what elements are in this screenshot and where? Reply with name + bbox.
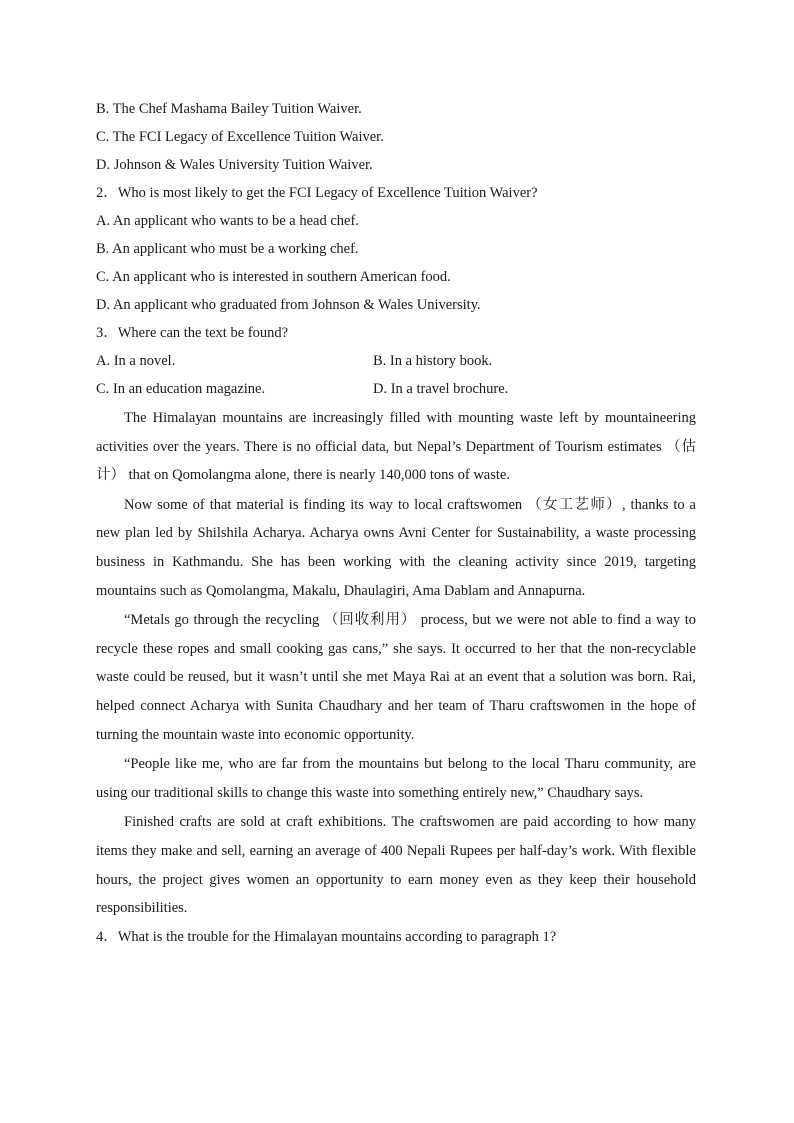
- q3-option-d: D. In a travel brochure.: [373, 381, 509, 397]
- q1-option-b: B. The Chef Mashama Bailey Tuition Waiver.: [96, 101, 362, 117]
- q3-option-a: A. In a novel.: [96, 353, 176, 369]
- passage-paragraph-2: Now some of that material is finding its way to local craftswomen （女工艺师）, thanks to a new plan led by Shilshila Acharya. Acharya owns Avni Center for Sustainability, a waste processing business in Kathmandu. She has been working with the cleaning activity since 2019, targeting mountains such as Qomolangma, Makalu, Dhaulagiri, Ama Dablam and Annapurna.: [96, 496, 696, 599]
- q3-question: 3．Where can the text be found?: [96, 325, 289, 341]
- passage-paragraph-3: “Metals go through the recycling （回收利用） process, but we were not able to find a way to recycle these ropes and small cooking gas cans,” she says. It occurred to her that the non-recyclable waste could be reused, but it wasn’t until she met Maya Rai at an event that a solution was born. Rai, helped connect Acharya with Sunita Chaudhary and her team of Tharu craftswomen in the hope of turning the mountain waste into economic opportunity.: [96, 612, 696, 743]
- q3-options-row-2: [96, 375, 696, 403]
- exam-content: [96, 95, 696, 951]
- passage-paragraph-1: The Himalayan mountains are increasingly filled with mounting waste left by mountaineering activities over the years. There is no official data, but Nepal’s Department of Tourism estimates （估计） that on Qomolangma alone, there is nearly 140,000 tons of waste.: [96, 410, 696, 484]
- q2-option-d: D. An applicant who graduated from Johnson & Wales University.: [96, 297, 481, 313]
- q2-option-b: B. An applicant who must be a working chef.: [96, 241, 359, 257]
- q1-option-c: C. The FCI Legacy of Excellence Tuition Waiver.: [96, 129, 384, 145]
- q1-option-d: D. Johnson & Wales University Tuition Waiver.: [96, 157, 373, 173]
- q2-option-c: C. An applicant who is interested in southern American food.: [96, 269, 451, 285]
- passage-paragraph-5: Finished crafts are sold at craft exhibitions. The craftswomen are paid according to how many items they make and sell, earning an average of 400 Nepali Rupees per half-day’s work. With flexible hours, the project gives women an opportunity to earn money even as they keep their household responsibilities.: [96, 814, 696, 917]
- q3-options-row-1: [96, 347, 696, 375]
- q4-question: 4．What is the trouble for the Himalayan mountains according to paragraph 1?: [96, 928, 557, 945]
- q2-question: 2．Who is most likely to get the FCI Legacy of Excellence Tuition Waiver?: [96, 185, 538, 201]
- q3-option-b: B. In a history book.: [373, 353, 493, 369]
- q2-option-a: A. An applicant who wants to be a head chef.: [96, 213, 359, 229]
- passage-paragraph-4: “People like me, who are far from the mountains but belong to the local Tharu community, are using our traditional skills to change this waste into something entirely new,” Chaudhary says.: [96, 756, 696, 801]
- q3-option-c: C. In an education magazine.: [96, 381, 266, 397]
